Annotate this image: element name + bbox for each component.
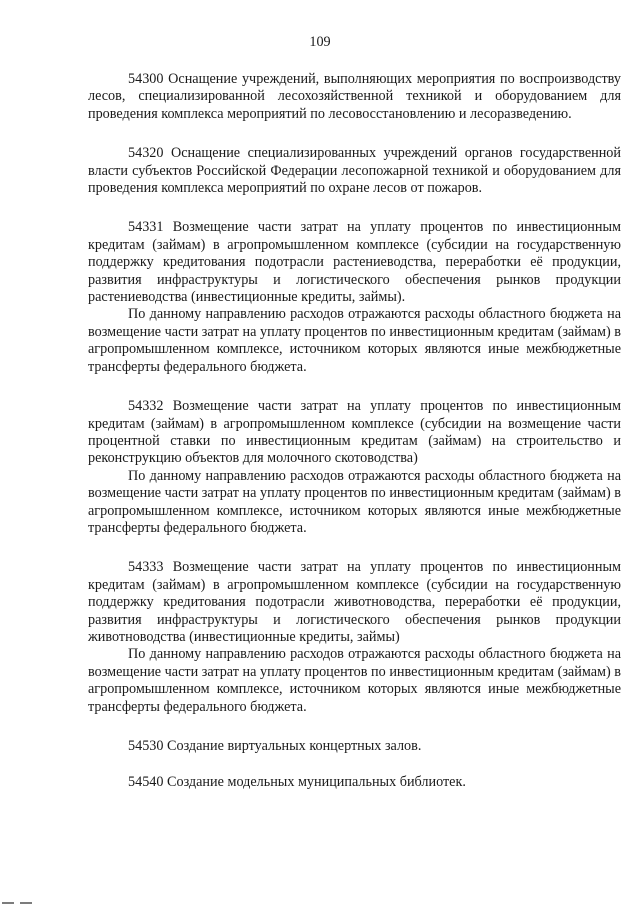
entry-paragraph-description: По данному направлению расходов отражаются расходы областного бюджета на возмещение части затрат на уплату процентов по инвестиционным кредитам (займам) в агропромышленном комплексе, источником которых являются иные межбюджетные трансферты федерального бюджета. bbox=[88, 306, 621, 375]
page-number: 109 bbox=[309, 34, 331, 50]
entry-54333 bbox=[88, 559, 621, 716]
entry-paragraph-description: По данному направлению расходов отражаются расходы областного бюджета на возмещение части затрат на уплату процентов по инвестиционным кредитам (займам) в агропромышленном комплексе, источником которых являются иные межбюджетные трансферты федерального бюджета. bbox=[88, 467, 621, 536]
entry-54320 bbox=[88, 145, 621, 197]
entry-paragraph: 54332 Возмещение части затрат на уплату процентов по инвестиционным кредитам (займам) в агропромышленном комплексе (субсидии на возмещение части процентной ставки по инвестиционным кредитам (займам) на строительство и реконструкцию объектов для молочного скотоводства) bbox=[88, 398, 621, 467]
entry-paragraph: 54331 Возмещение части затрат на уплату процентов по инвестиционным кредитам (займам) в агропромышленном комплексе (субсидии на государственную поддержку кредитования подотрасли растениеводства, переработки её продукции, развития инфраструктуры и логистического обеспечения рынков продукции растениеводства (инвестиционные кредиты, займы). bbox=[88, 219, 621, 306]
entry-54332 bbox=[88, 398, 621, 537]
entry-54540 bbox=[88, 774, 621, 791]
entry-paragraph: 54320 Оснащение специализированных учреждений органов государственной власти субъектов Российской Федерации лесопожарной техникой и оборудованием для проведения комплекса мероприятий по охране лесов от пожаров. bbox=[88, 145, 621, 197]
scan-edge-marks bbox=[0, 899, 60, 905]
entry-paragraph: 54300 Оснащение учреждений, выполняющих мероприятия по воспроизводству лесов, специализированной лесохозяйственной техникой и оборудованием для проведения комплекса мероприятий по лесовосстановлению и лесоразведению. bbox=[88, 71, 621, 122]
entry-paragraph: 54333 Возмещение части затрат на уплату процентов по инвестиционным кредитам (займам) в агропромышленном комплексе (субсидии на государственную поддержку кредитования подотрасли животноводства, переработки её продукции, развития инфраструктуры и логистического обеспечения рынков продукции животноводства (инвестиционные кредиты, займы) bbox=[88, 559, 621, 645]
entry-paragraph: 54530 Создание виртуальных концертных залов. bbox=[128, 738, 422, 754]
entry-paragraph-description: По данному направлению расходов отражаются расходы областного бюджета на возмещение части затрат на уплату процентов по инвестиционным кредитам (займам) в агропромышленном комплексе, источником которых являются иные межбюджетные трансферты федерального бюджета. bbox=[88, 646, 621, 715]
entry-54300 bbox=[88, 71, 621, 123]
entry-54530 bbox=[88, 738, 621, 755]
entries-list bbox=[88, 71, 621, 811]
entry-54331 bbox=[88, 219, 621, 376]
entry-paragraph: 54540 Создание модельных муниципальных библиотек. bbox=[128, 774, 466, 791]
